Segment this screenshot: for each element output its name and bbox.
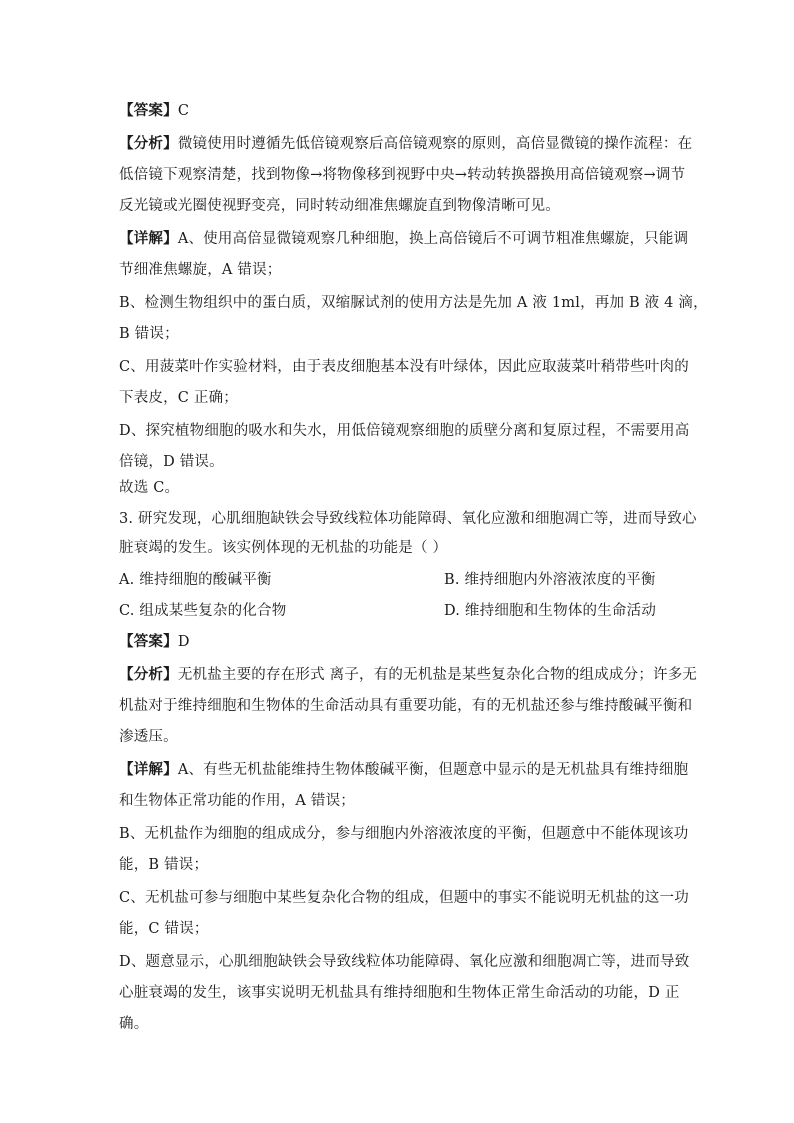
q3-analysis-tag: 【分析】 — [119, 666, 178, 683]
q3-analysis-text: 无机盐主要的存在形式 离子，有的无机盐是某些复杂化合物的组成成分；许多无 — [177, 667, 698, 683]
q3-analysis-line-3: 渗透压。 — [119, 729, 178, 745]
q2-analysis-line-2: 低倍镜下观察清楚，找到物像→将物像移到视野中央→转动转换器换用高倍镜观察→调节 — [119, 167, 686, 183]
q2-detail-line-6: 下表皮，C 正确； — [119, 390, 239, 406]
q3-detail-line-5: C、无机盐可参与细胞中某些复杂化合物的组成，但题中的事实不能说明无机盐的这一功 — [119, 890, 689, 906]
q2-analysis-tag: 【分析】 — [119, 135, 178, 152]
q3-detail-line-6: 能，C 错误； — [119, 921, 209, 937]
q3-detail-text: A、有些无机盐能维持生物体酸碱平衡，但题意中显示的是无机盐具有维持细胞 — [177, 762, 689, 778]
q2-detail-line-2: 节细准焦螺旋，A 错误； — [119, 262, 282, 278]
q2-detail-text: A、使用高倍显微镜观察几种细胞，换上高倍镜后不可调节粗准焦螺旋，只能调 — [177, 231, 689, 247]
q3-answer-tag: 【答案】 — [119, 633, 178, 650]
q2-detail-line-3: B、检测生物组织中的蛋白质，双缩脲试剂的使用方法是先加 A 液 1ml，再加 B 液 4 滴， — [119, 295, 708, 311]
q2-analysis-line-3: 反光镜或光圈使视野变亮，同时转动细准焦螺旋直到物像清晰可见。 — [119, 198, 560, 214]
q2-analysis-text: 微镜使用时遵循先低倍镜观察后高倍镜观察的原则，高倍显微镜的操作流程：在 — [177, 136, 693, 152]
q3-stem-line-1: 3. 研究发现，心肌细胞缺铁会导致线粒体功能障碍、氧化应激和细胞凋亡等，进而导致心 — [119, 511, 697, 527]
q3-answer-value: D — [177, 634, 190, 650]
q3-option-b: B. 维持细胞内外溶液浓度的平衡 — [444, 572, 656, 588]
q3-detail-line-2: 和生物体正常功能的作用，A 错误； — [119, 793, 355, 809]
q3-stem-line-2: 脏衰竭的发生。该实例体现的无机盐的功能是（ ） — [119, 540, 448, 556]
q2-analysis-line-1 — [119, 134, 692, 154]
q2-detail-line-8: 倍镜，D 错误。 — [119, 454, 224, 470]
q3-option-a: A. 维持细胞的酸碱平衡 — [119, 572, 272, 588]
q3-detail-line-8: 心脏衰竭的发生，该事实说明无机盐具有维持细胞和生物体正常生命活动的功能，D 正 — [119, 985, 680, 1001]
q2-detail-line-1 — [119, 229, 688, 249]
q3-detail-tag: 【详解】 — [119, 761, 178, 778]
q2-answer-line — [119, 101, 189, 121]
q2-detail-line-5: C、用菠菜叶作实验材料，由于表皮细胞基本没有叶绿体，因此应取菠菜叶稍带些叶肉的 — [119, 359, 689, 375]
q3-option-d: D. 维持细胞和生物体的生命活动 — [444, 603, 657, 619]
q3-detail-line-3: B、无机盐作为细胞的组成成分，参与细胞内外溶液浓度的平衡，但题意中不能体现该功 — [119, 826, 689, 842]
q3-analysis-line-2: 机盐对于维持细胞和生物体的生命活动具有重要功能，有的无机盐还参与维持酸碱平衡和 — [119, 698, 693, 714]
q3-option-c: C. 组成某些复杂的化合物 — [119, 603, 287, 619]
q2-conclusion: 故选 C。 — [119, 480, 180, 496]
q3-detail-line-4: 能，B 错误； — [119, 857, 209, 873]
q3-detail-line-1 — [119, 760, 688, 780]
q2-answer-tag: 【答案】 — [119, 102, 178, 119]
q3-analysis-line-1 — [119, 665, 697, 685]
q3-detail-line-9: 确。 — [119, 1016, 149, 1032]
q3-detail-line-7: D、题意显示，心肌细胞缺铁会导致线粒体功能障碍、氧化应激和细胞凋亡等，进而导致 — [119, 954, 690, 970]
q2-detail-tag: 【详解】 — [119, 230, 178, 247]
q2-detail-line-7: D、探究植物细胞的吸水和失水，用低倍镜观察细胞的质壁分离和复原过程，不需要用高 — [119, 423, 690, 439]
q2-answer-value: C — [177, 103, 190, 119]
q2-detail-line-4: B 错误； — [119, 326, 179, 342]
q3-answer-line — [119, 632, 190, 652]
